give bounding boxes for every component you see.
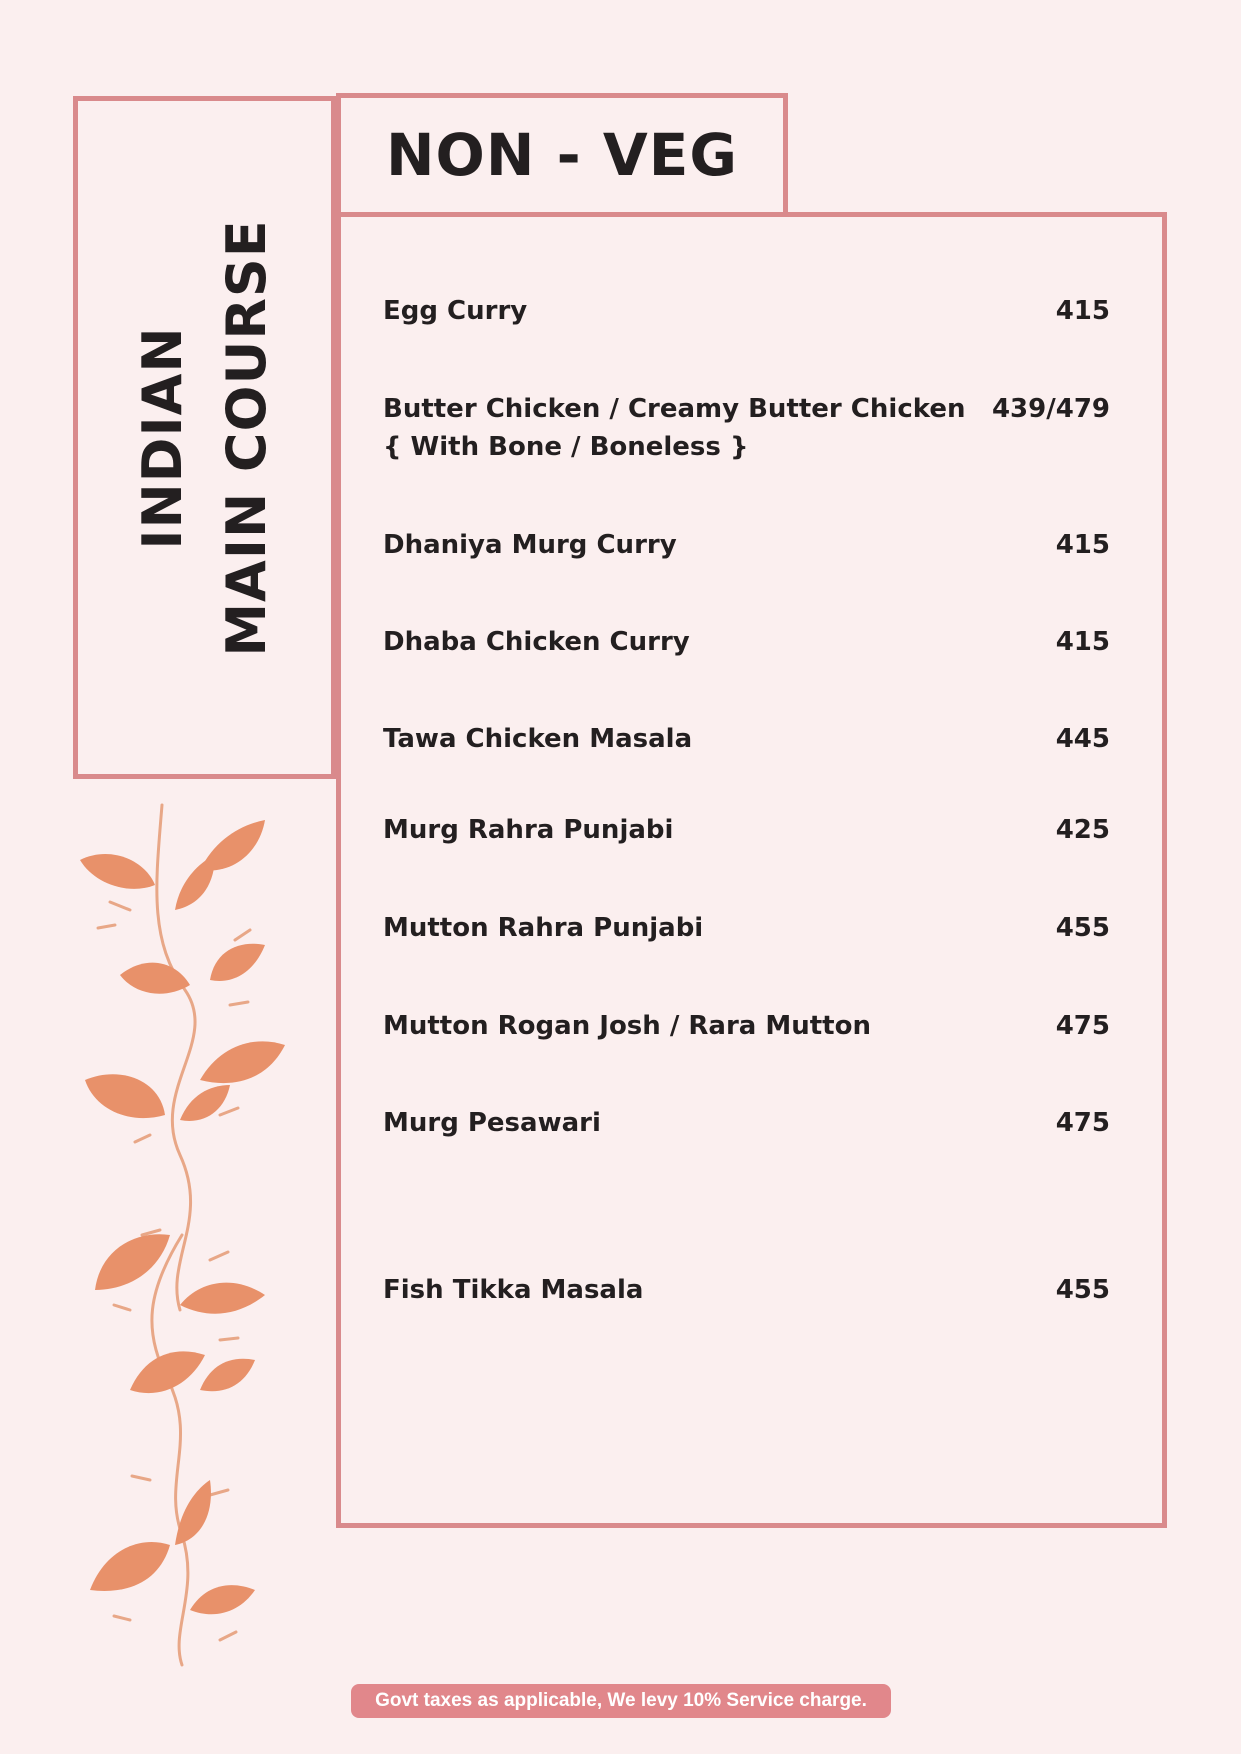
service-charge-note	[351, 1684, 891, 1718]
menu-item-name: Fish Tikka Masala	[383, 1275, 644, 1305]
menu-item-dhaniya-murg-curry	[383, 526, 1110, 564]
menu-item-mutton-rogan-josh	[383, 1007, 1110, 1045]
menu-item-price: 475	[1055, 1011, 1110, 1041]
menu-item-dhaba-chicken-curry	[383, 623, 1110, 661]
menu-item-butter-chicken	[383, 390, 1110, 466]
menu-item-name: Murg Pesawari	[383, 1108, 601, 1138]
menu-item-fish-tikka-masala	[383, 1271, 1110, 1309]
menu-item-price: 415	[1055, 530, 1110, 560]
menu-item-name: Mutton Rahra Punjabi	[383, 913, 704, 943]
menu-item-name: Murg Rahra Punjabi	[383, 815, 674, 845]
menu-item-price: 455	[1055, 913, 1110, 943]
category-title: NON - VEG	[386, 121, 738, 189]
menu-item-tawa-chicken-masala	[383, 720, 1110, 758]
leaf-vine-icon	[70, 790, 310, 1670]
menu-item-egg-curry	[383, 292, 1110, 330]
menu-list-box	[336, 212, 1167, 1528]
menu-item-subtitle: { With Bone / Boneless }	[383, 432, 749, 462]
menu-item-price: 439/479	[991, 394, 1110, 424]
menu-item-name: Dhaniya Murg Curry	[383, 530, 677, 560]
menu-item-price: 475	[1055, 1108, 1110, 1138]
section-title-line2: MAIN COURSE	[214, 218, 278, 657]
menu-item-price: 415	[1055, 627, 1110, 657]
menu-item-name-block	[383, 390, 965, 466]
menu-item-price: 415	[1055, 296, 1110, 326]
menu-item-murg-rahra-punjabi	[383, 811, 1110, 849]
menu-item-name: Dhaba Chicken Curry	[383, 627, 690, 657]
menu-item-price: 425	[1055, 815, 1110, 845]
menu-item-name: Mutton Rogan Josh / Rara Mutton	[383, 1011, 871, 1041]
menu-item-price: 455	[1055, 1275, 1110, 1305]
menu-item-name: Egg Curry	[383, 296, 528, 326]
section-title	[121, 219, 289, 656]
menu-item-name: Tawa Chicken Masala	[383, 724, 693, 754]
menu-item-name: Butter Chicken / Creamy Butter Chicken	[383, 394, 966, 424]
category-header-box	[336, 93, 788, 217]
section-label-box	[73, 96, 336, 779]
service-charge-text: Govt taxes as applicable, We levy 10% Service charge.	[375, 1690, 867, 1711]
section-title-line1: INDIAN	[130, 325, 194, 550]
menu-item-price: 445	[1055, 724, 1110, 754]
menu-item-mutton-rahra-punjabi	[383, 909, 1110, 947]
menu-item-murg-pesawari	[383, 1104, 1110, 1142]
